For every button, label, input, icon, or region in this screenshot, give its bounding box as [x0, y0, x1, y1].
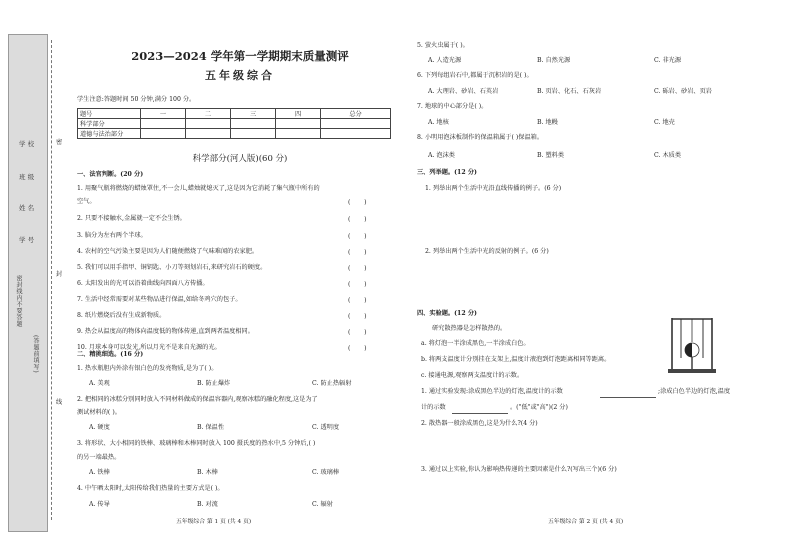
- choice-option[interactable]: A. 人造光源: [428, 57, 462, 64]
- choice-question: 3. 将形状、大小相同的铁棒、玻璃棒和木棒同时放入 100 摄氏度的热水中,5 分钟后,( ): [77, 440, 316, 447]
- choice-option[interactable]: C. 木质类: [654, 152, 682, 159]
- seal-note: 密封线内不要答题: [15, 275, 22, 327]
- experiment-question: 计的示数: [421, 404, 446, 411]
- score-cell[interactable]: [276, 119, 321, 129]
- choice-option[interactable]: A. 铁棒: [89, 469, 110, 476]
- choice-option[interactable]: B. 木棒: [197, 469, 218, 476]
- class-label: 班 级: [19, 173, 35, 181]
- choice-option[interactable]: A. 泡沫类: [428, 152, 455, 159]
- score-cell[interactable]: [321, 129, 391, 139]
- experiment-title: 研究散热器是怎样散热的。: [432, 325, 507, 332]
- part1-heading: 一、法官判断。(20 分): [77, 171, 144, 178]
- choice-option[interactable]: C. 防止热辐射: [312, 380, 352, 387]
- table-header-cell: 四: [276, 109, 321, 119]
- seal-char-mi: 密: [56, 139, 63, 146]
- answer-blank[interactable]: ( ): [348, 216, 367, 223]
- table-row: [78, 129, 391, 139]
- choice-option[interactable]: C. 透明度: [312, 424, 340, 431]
- choice-question: 5. 萤火虫属于( )。: [417, 42, 469, 49]
- judge-item: 5. 我们可以用手指甲、铜钥匙、小刀等刻划岩石,来研究岩石的硬度。: [77, 264, 267, 271]
- choice-option[interactable]: C. 玻璃棒: [312, 469, 340, 476]
- experiment-step: b. 将两支温度计分别挂在支架上,温度计液泡到灯泡距离相同等距离。: [421, 356, 611, 363]
- score-cell[interactable]: [186, 119, 231, 129]
- answer-blank[interactable]: ( ): [348, 329, 367, 336]
- choice-question: 8. 小明用泡沫板制作的保温箱属于( )保温箱。: [417, 134, 544, 141]
- choice-option[interactable]: B. 塑料类: [537, 152, 565, 159]
- answer-line[interactable]: [600, 397, 656, 398]
- judge-item: 9. 热会从温度高的物体向温度低的物体传递,直到两者温度相同。: [77, 328, 254, 335]
- answer-line[interactable]: [452, 413, 508, 414]
- judge-item: 7. 生活中经常需要对某些物品进行保温,如给冬鸡穴的包子。: [77, 296, 242, 303]
- judge-item: 1. 用聚气瓶将燃烧的蜡烛罩住,不一会儿,蜡烛就熄灭了,这是因为它消耗了集气瓶中所有的: [77, 185, 320, 192]
- seal-line: [51, 40, 52, 520]
- choice-question: 4. 中午晒太阳时,太阳传给我们热量的主要方式是( )。: [77, 485, 224, 492]
- choice-option[interactable]: B. 对流: [197, 501, 218, 508]
- judge-item: 10. 月球本身可以发光,所以月光不是来自光源的光。: [77, 344, 221, 351]
- part4-heading: 四、实验题。(12 分): [417, 310, 477, 317]
- list-question: 2. 列举出两个生活中光的反射的例子。(6 分): [425, 248, 549, 255]
- table-header-cell: 总分: [321, 109, 391, 119]
- table-header-cell: 一: [141, 109, 186, 119]
- choice-option[interactable]: B. 自然光源: [537, 57, 571, 64]
- student-notice: 学生注意:答题时间 50 分钟,满分 100 分。: [77, 96, 196, 103]
- answer-blank[interactable]: ( ): [348, 281, 367, 288]
- judge-item: 8. 纸片燃烧后没有生成新物质。: [77, 312, 166, 319]
- table-row-label: 科学部分: [78, 119, 141, 129]
- answer-blank[interactable]: ( ): [348, 199, 367, 206]
- answer-blank[interactable]: ( ): [348, 249, 367, 256]
- table-row: [78, 109, 391, 119]
- judge-item: 3. 脑分为左右两个半球。: [77, 232, 147, 239]
- part3-heading: 三、列举题。(12 分): [417, 169, 477, 176]
- score-cell[interactable]: [231, 119, 276, 129]
- binding-strip: [8, 34, 48, 532]
- score-table: [77, 108, 391, 139]
- choice-option[interactable]: B. 页岩、化石、石灰岩: [537, 88, 602, 95]
- choice-option[interactable]: C. 辐射: [312, 501, 333, 508]
- judge-item: 4. 农村的空气污染主要是因为人们随便燃烧了气味难闻的农家肥。: [77, 248, 259, 255]
- page-subtitle: 五年级综合: [205, 69, 275, 82]
- answer-blank[interactable]: ( ): [348, 313, 367, 320]
- school-label: 学 校: [19, 140, 35, 148]
- choice-option[interactable]: A. 美观: [89, 380, 110, 387]
- choice-question: 的另一端最热。: [77, 454, 121, 461]
- name-label: 姓 名: [19, 204, 35, 212]
- page-title: 2023—2024 学年第一学期期末质量测评: [131, 49, 349, 63]
- experiment-question: 3. 通过以上实验,你认为影响热传递的主要因素是什么?(写出三个)(6 分): [421, 466, 617, 473]
- experiment-question: 2. 散热器一般涂成黑色,这是为什么?(4 分): [421, 420, 538, 427]
- experiment-question: 1. 通过实验发现:涂成黑色半边的灯泡,温度计的示数: [421, 388, 563, 395]
- choice-option[interactable]: B. 保温性: [197, 424, 225, 431]
- experiment-step: a. 将灯泡一半涂成黑色,一半涂成白色。: [421, 340, 530, 347]
- answer-blank[interactable]: ( ): [348, 265, 367, 272]
- answer-blank[interactable]: ( ): [348, 233, 367, 240]
- score-cell[interactable]: [321, 119, 391, 129]
- table-row-label: 道德与法治部分: [78, 129, 141, 139]
- score-cell[interactable]: [141, 129, 186, 139]
- table-header-cell: 三: [231, 109, 276, 119]
- table-header-cell: 题号: [78, 109, 141, 119]
- judge-item: 2. 只要不接触水,金属就一定不会生锈。: [77, 215, 186, 222]
- answer-blank[interactable]: ( ): [348, 297, 367, 304]
- table-header-cell: 二: [186, 109, 231, 119]
- choice-option[interactable]: A. 传导: [89, 501, 110, 508]
- seal-char-xian: 线: [56, 399, 63, 406]
- table-row: [78, 119, 391, 129]
- page-footer-left: 五年级综合 第 1 页 (共 4 页): [176, 519, 252, 525]
- choice-question: 7. 地球的中心部分是( )。: [417, 103, 488, 110]
- heat-experiment-apparatus-icon: [666, 314, 718, 374]
- choice-option[interactable]: B. 地幔: [537, 119, 558, 126]
- score-cell[interactable]: [276, 129, 321, 139]
- list-question: 1. 列举出两个生活中光沿直线传播的例子。(6 分): [425, 185, 562, 192]
- choice-option[interactable]: A. 大理岩、砂岩、石英岩: [428, 88, 499, 95]
- judge-item: 6. 太阳发出的光可以沿着曲线向四面八方传播。: [77, 280, 209, 287]
- score-cell[interactable]: [231, 129, 276, 139]
- answer-blank[interactable]: ( ): [348, 345, 367, 352]
- choice-option[interactable]: C. 非光源: [654, 57, 682, 64]
- choice-option[interactable]: B. 防止爆炸: [197, 380, 231, 387]
- experiment-question: ;涂成白色半边的灯泡,温度: [658, 388, 731, 395]
- page-footer-right: 五年级综合 第 2 页 (共 4 页): [548, 519, 624, 525]
- section-header: 科学部分(河人版)(60 分): [192, 154, 288, 164]
- experiment-step: c. 接通电源,观察两支温度计的示数。: [421, 372, 524, 379]
- choice-question: 1. 热水瓶胆内外涂有银白色的发亮物质,是为了( )。: [77, 365, 218, 372]
- seal-note-2: (答题前填写): [32, 335, 39, 374]
- number-label: 学 号: [19, 236, 35, 244]
- choice-option[interactable]: C. 地壳: [654, 119, 675, 126]
- choice-option[interactable]: C. 砾岩、砂岩、页岩: [654, 88, 712, 95]
- choice-option[interactable]: A. 地核: [428, 119, 449, 126]
- part2-heading: 二、精挑细选。(16 分): [77, 351, 144, 358]
- choice-question: 6. 下列每组岩石中,都属于沉积岩的是( )。: [417, 72, 533, 79]
- seal-char-feng: 封: [56, 271, 63, 278]
- choice-option[interactable]: A. 硬度: [89, 424, 110, 431]
- choice-question: 2. 把相同的冰糕分别同时放入不同材料做成的保温容器内,观察冰糕的融化程度,这是为了: [77, 396, 318, 403]
- score-cell[interactable]: [186, 129, 231, 139]
- judge-item: 空气。: [77, 198, 96, 205]
- choice-question: 测试材料的( )。: [77, 409, 121, 416]
- score-cell[interactable]: [141, 119, 186, 129]
- experiment-question: 。("低"或"高")(2 分): [510, 404, 568, 411]
